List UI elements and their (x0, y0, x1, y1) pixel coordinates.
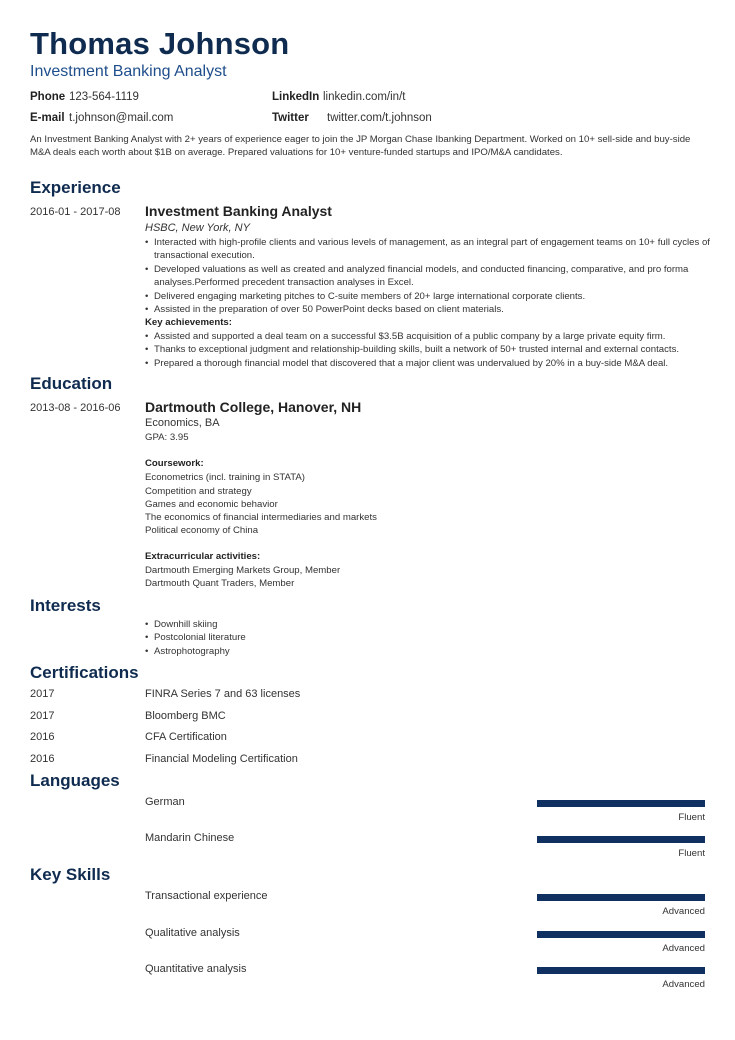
achievements-label: Key achievements: (145, 317, 232, 328)
language-level-label: Fluent (678, 848, 705, 859)
languages-heading: Languages (30, 771, 120, 790)
language-level-label: Fluent (678, 812, 705, 823)
education-dates: 2013-08 - 2016-06 (30, 402, 121, 414)
coursework-label: Coursework: (145, 458, 204, 469)
list-item: • Delivered engaging marketing pitches to C-suite members of 20+ large international corporate clients. (145, 290, 715, 303)
skill-level-fill (537, 931, 705, 938)
candidate-title: Investment Banking Analyst (30, 63, 227, 80)
education-degree: Economics, BA (145, 417, 220, 429)
experience-heading: Experience (30, 178, 121, 197)
twitter-label: Twitter (272, 112, 309, 124)
achievements-bullets (145, 330, 715, 370)
list-item: • Postcolonial literature (145, 631, 715, 644)
skill-level-label: Advanced (662, 979, 705, 990)
list-item: Econometrics (incl. training in STATA) (145, 472, 305, 483)
linkedin-value[interactable]: linkedin.com/in/t (323, 91, 406, 103)
email-label: E-mail (30, 112, 65, 124)
candidate-name: Thomas Johnson (30, 26, 290, 61)
skill-level-fill (537, 967, 705, 974)
experience-bullets (145, 236, 715, 316)
education-heading: Education (30, 374, 113, 393)
twitter-value[interactable]: twitter.com/t.johnson (327, 112, 432, 124)
language-level-bar (537, 836, 705, 843)
skill-name: Qualitative analysis (145, 927, 240, 939)
phone-label: Phone (30, 91, 66, 103)
list-item: Dartmouth Emerging Markets Group, Member (145, 565, 341, 576)
list-item: • Downhill skiing (145, 618, 715, 631)
list-item: • Astrophotography (145, 645, 715, 658)
experience-dates: 2016-01 - 2017-08 (30, 206, 121, 218)
cert-year: 2017 (30, 710, 55, 722)
language-name: German (145, 796, 185, 808)
experience-company: HSBC, New York, NY (145, 222, 250, 234)
list-item: • Thanks to exceptional judgment and relationship-building skills, built a network of 50+ trusted internal and external contacts. (145, 343, 715, 356)
list-item: Political economy of China (145, 525, 259, 536)
cert-name: Financial Modeling Certification (145, 753, 298, 765)
email-value[interactable]: t.johnson@mail.com (69, 112, 174, 124)
skill-level-bar (537, 931, 705, 938)
cert-year: 2016 (30, 731, 55, 743)
list-item: • Assisted and supported a deal team on a successful $3.5B acquisition of a public company by a large private equity firm. (145, 330, 715, 343)
list-item: The economics of financial intermediaries and markets (145, 512, 377, 523)
interests-heading: Interests (30, 596, 101, 615)
extracurricular-label: Extracurricular activities: (145, 551, 261, 562)
skill-level-label: Advanced (662, 943, 705, 954)
list-item: • Interacted with high-profile clients and various levels of management, as an integral part of engagement teams on 10+ full cycles of transactional execution. (145, 236, 715, 263)
language-name: Mandarin Chinese (145, 832, 235, 844)
phone-value: 123-564-1119 (69, 91, 139, 103)
skill-level-label: Advanced (662, 906, 705, 917)
cert-name: FINRA Series 7 and 63 licenses (145, 688, 301, 700)
skill-name: Quantitative analysis (145, 963, 247, 975)
skill-level-fill (537, 894, 705, 901)
experience-role: Investment Banking Analyst (145, 203, 332, 219)
list-item: • Assisted in the preparation of over 50 PowerPoint decks based on client materials. (145, 303, 715, 316)
skills-heading: Key Skills (30, 865, 111, 884)
list-item: Competition and strategy (145, 486, 252, 497)
language-level-bar (537, 800, 705, 807)
education-gpa: GPA: 3.95 (145, 432, 189, 443)
education-school: Dartmouth College, Hanover, NH (145, 399, 362, 415)
list-item: Games and economic behavior (145, 499, 278, 510)
skill-level-bar (537, 894, 705, 901)
summary: An Investment Banking Analyst with 2+ years of experience eager to join the JP Morgan Chase Ibanking Department. Worked on 10+ sell-side and buy-side M&A deals each worth about $1B on average. Prepared valuations for 10+ venture-funded startups and IPO/M&A candidates. (30, 134, 691, 159)
skill-level-bar (537, 967, 705, 974)
language-level-fill (537, 836, 705, 843)
cert-year: 2016 (30, 753, 55, 765)
interests-list (145, 618, 715, 658)
list-item: Dartmouth Quant Traders, Member (145, 578, 295, 589)
skill-name: Transactional experience (145, 890, 268, 902)
cert-name: Bloomberg BMC (145, 710, 226, 722)
cert-name: CFA Certification (145, 731, 227, 743)
list-item: • Developed valuations as well as created and analyzed financial models, and conducted financing, comparative, and pro forma analyses.Performed precedent transaction analyses in Excel. (145, 263, 715, 290)
language-level-fill (537, 800, 705, 807)
linkedin-label: LinkedIn (272, 91, 320, 103)
certifications-heading: Certifications (30, 663, 139, 682)
list-item: • Prepared a thorough financial model that discovered that a major client was undervalued by 20% in a buy-side M&A deal. (145, 357, 715, 370)
cert-year: 2017 (30, 688, 55, 700)
